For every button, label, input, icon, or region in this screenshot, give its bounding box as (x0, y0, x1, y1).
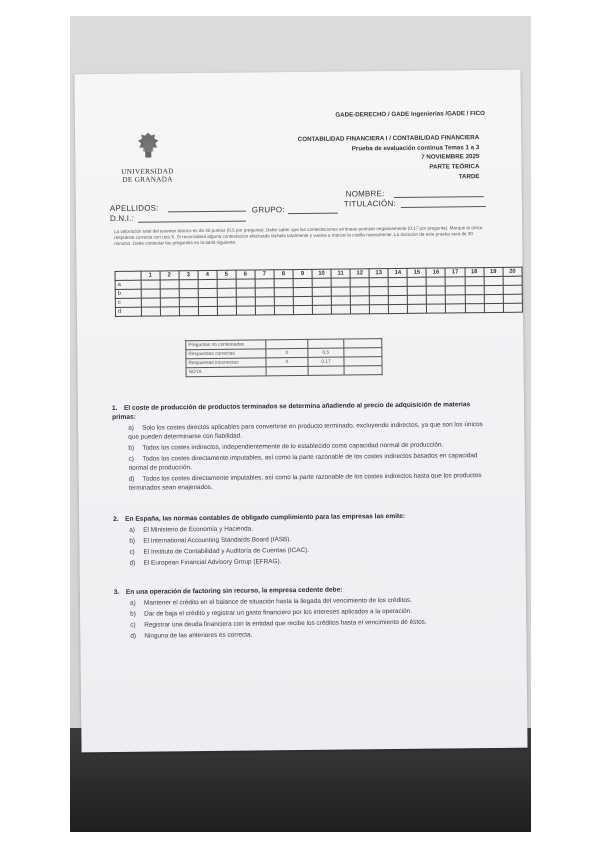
grid-question-number: 6 (236, 270, 255, 279)
option-text: El International Accounting Standards Board (IASB). (143, 536, 292, 545)
grid-answer-cell[interactable] (274, 279, 293, 288)
option-letter: b) (129, 537, 136, 545)
grid-answer-cell[interactable] (236, 297, 255, 306)
university-line-1: UNIVERSIDAD (121, 167, 174, 176)
question-number: 2. (113, 515, 119, 523)
grid-answer-cell[interactable] (255, 306, 274, 315)
question-statement: El coste de producción de productos terminados se determina añadiendo al precio de adquisición de materias primas: (112, 401, 471, 421)
grid-question-number: 19 (484, 267, 503, 276)
grid-answer-cell[interactable] (179, 289, 198, 298)
score-mark: X (266, 357, 308, 366)
option-letter: d) (129, 559, 136, 567)
grid-answer-cell[interactable] (217, 288, 236, 297)
score-mark (266, 366, 308, 375)
grid-answer-cell[interactable] (198, 279, 217, 288)
grid-answer-cell[interactable] (312, 305, 331, 314)
grid-question-number: 8 (274, 270, 293, 279)
grid-answer-cell[interactable] (370, 305, 389, 314)
score-label: NOTA (186, 367, 266, 377)
grid-answer-cell[interactable] (312, 296, 331, 305)
question-block (112, 400, 495, 493)
grid-answer-cell[interactable] (465, 295, 484, 304)
option-text: Registrar una deuda financiera con la entidad que recibe los créditos hasta el vencimiento de éstos. (144, 618, 427, 629)
grid-answer-cell[interactable] (274, 306, 293, 315)
grid-answer-cell[interactable] (255, 288, 274, 297)
grid-answer-cell[interactable] (217, 279, 236, 288)
grid-answer-cell[interactable] (141, 298, 160, 307)
grid-answer-cell[interactable] (160, 280, 179, 289)
apellidos-field[interactable] (168, 211, 246, 213)
grid-option-letter: a (115, 280, 141, 289)
option-text: Dar de baja el crédito y registrar un gasto financiero por los intereses aplicados a la operación. (144, 607, 413, 618)
answer-option (114, 628, 496, 641)
titulacion-field[interactable] (401, 206, 486, 208)
grid-answer-cell[interactable] (503, 303, 522, 312)
grid-answer-cell[interactable] (408, 286, 427, 295)
grid-answer-cell[interactable] (389, 304, 408, 313)
answer-option (112, 420, 494, 442)
grid-question-number: 9 (293, 269, 312, 278)
header-subject: CONTABILIDAD FINANCIERA I / CONTABILIDAD FINANCIERA (297, 134, 480, 144)
grid-answer-cell[interactable] (198, 306, 217, 315)
exam-sheet (74, 70, 527, 753)
grid-question-number: 4 (198, 270, 217, 279)
grid-answer-cell[interactable] (179, 307, 198, 316)
grid-answer-cell[interactable] (408, 295, 427, 304)
grid-answer-cell[interactable] (198, 288, 217, 297)
university-name (115, 167, 179, 184)
grid-answer-cell[interactable] (484, 276, 503, 285)
header-test: Prueba de evaluación continua Temas 1 a 3 (351, 144, 480, 153)
grid-answer-cell[interactable] (427, 295, 446, 304)
grid-question-number: 13 (369, 269, 388, 278)
score-value (308, 339, 344, 348)
grid-answer-cell[interactable] (198, 297, 217, 306)
score-result-cell[interactable] (344, 339, 382, 348)
option-text: Todos los costes directamente imputables, así como la parte razonable de los costes indirectos basados en capacidad normal de producción. (128, 452, 478, 472)
score-result-cell[interactable] (344, 348, 382, 357)
option-text: El Ministerio de Economía y Hacienda. (143, 525, 254, 534)
header-shift: TARDE (458, 173, 480, 181)
score-value: 0,17 (308, 357, 344, 366)
grid-answer-cell[interactable] (236, 279, 255, 288)
grid-answer-cell[interactable] (274, 288, 293, 297)
grid-question-number: 14 (388, 268, 407, 277)
instructions-text: La valoración total del examen teórico es de 30 puntos (0,5 por pregunta). Debe saber que las contestaciones erróneas puntúan negativamente (0,17 por pregunta). Marque la única respuesta correcta con una X. Si reconsidera alguna contestación efectuada táchela totalmente y vuelva a marcar la casilla nuevamente. La duración de este prueba será de 30 minutos. Debe contestar las preguntas en la tabla siguiente: (114, 225, 483, 246)
score-result-cell[interactable] (344, 357, 382, 366)
grid-answer-cell[interactable] (389, 295, 408, 304)
grupo-label: GRUPO: (251, 205, 285, 215)
grid-answer-cell[interactable] (331, 305, 350, 314)
grid-answer-cell[interactable] (465, 277, 484, 286)
photo-background (70, 16, 531, 832)
grid-answer-cell[interactable] (427, 277, 446, 286)
score-value: 0,5 (308, 348, 344, 357)
grid-answer-cell[interactable] (312, 278, 331, 287)
header-date: 7 NOVIEMBRE 2025 (421, 153, 480, 161)
grid-answer-cell[interactable] (369, 296, 388, 305)
grid-answer-cell[interactable] (369, 278, 388, 287)
grid-answer-cell[interactable] (255, 297, 274, 306)
score-value (308, 366, 344, 375)
score-row (186, 366, 382, 377)
answer-option (114, 555, 496, 568)
header-part: PARTE TEÓRICA (429, 163, 480, 171)
grid-answer-cell[interactable] (350, 278, 369, 287)
score-mark (266, 339, 308, 348)
option-text: El Instituto de Contabilidad y Auditoría de Cuentas (ICAC). (143, 546, 310, 556)
grid-answer-cell[interactable] (160, 298, 179, 307)
grid-answer-cell[interactable] (446, 304, 465, 313)
apellidos-label: APELLIDOS: (109, 203, 159, 213)
grid-question-number: 11 (331, 269, 350, 278)
option-text: Todos los costes indirectos, independientemente de lo establecido como capacidad normal de producción. (142, 441, 444, 452)
grid-answer-cell[interactable] (236, 288, 255, 297)
university-line-2: DE GRANADA (122, 175, 173, 184)
question-text (112, 400, 494, 422)
option-letter: c) (130, 621, 136, 629)
grid-question-number: 16 (426, 268, 445, 277)
score-label: Preguntas no contestadas (186, 340, 266, 350)
option-letter: c) (129, 548, 135, 556)
option-text: Solo los costes directos aplicables para convertirse en producto terminado, excluyendo indirectos, ya que son los únicos que pueden determinarse con fiabilidad. (128, 421, 483, 441)
grid-question-number: 5 (217, 270, 236, 279)
grid-question-number: 18 (465, 268, 484, 277)
option-text: Todos los costes directamente imputables, así como la parte razonable de los costes indirectos hasta que los productos terminados sean enajenados. (128, 472, 482, 492)
grid-answer-cell[interactable] (274, 297, 293, 306)
score-mark: X (266, 348, 308, 357)
option-letter: d) (130, 632, 137, 640)
grid-option-letter: d (115, 307, 141, 316)
grid-answer-cell[interactable] (293, 278, 312, 287)
grid-answer-cell[interactable] (350, 305, 369, 314)
grid-answer-cell[interactable] (331, 287, 350, 296)
answer-option (112, 451, 494, 473)
grid-answer-cell[interactable] (160, 307, 179, 316)
grid-answer-cell[interactable] (407, 277, 426, 286)
option-letter: a) (129, 599, 136, 607)
grid-corner-cell (115, 271, 141, 280)
question-number: 1. (111, 404, 118, 412)
option-letter: d) (128, 475, 135, 483)
question-number: 3. (113, 588, 120, 596)
grid-answer-cell[interactable] (446, 295, 465, 304)
grid-answer-cell[interactable] (141, 307, 160, 316)
grid-option-letter: b (115, 289, 141, 298)
grid-question-number: 7 (255, 270, 274, 279)
option-letter: a) (129, 526, 135, 534)
grid-answer-cell[interactable] (503, 285, 522, 294)
question-statement: En España, las normas contables de obligado cumplimiento para las empresas las emite: (125, 512, 406, 523)
nombre-label: NOMBRE: (345, 189, 385, 199)
grid-option-letter: c (115, 298, 141, 307)
question-block (114, 584, 497, 641)
grid-question-number: 15 (407, 268, 426, 277)
grid-answer-cell[interactable] (179, 298, 198, 307)
option-letter: c) (128, 455, 134, 463)
grid-answer-cell[interactable] (293, 287, 312, 296)
dni-field[interactable] (138, 221, 246, 223)
grid-answer-cell[interactable] (293, 296, 312, 305)
grid-answer-cell[interactable] (465, 286, 484, 295)
grid-answer-cell[interactable] (217, 297, 236, 306)
grid-answer-cell[interactable] (350, 287, 369, 296)
grid-answer-cell[interactable] (350, 296, 369, 305)
grid-answer-cell[interactable] (179, 280, 198, 289)
grid-question-number: 12 (350, 269, 369, 278)
university-crest-icon (135, 131, 161, 159)
answer-grid (115, 267, 523, 317)
option-text: El European Financial Advisory Group (EFRAG). (143, 558, 282, 567)
grid-answer-cell[interactable] (503, 294, 522, 303)
question-block (113, 511, 496, 568)
question-statement: En una operación de factoring sin recurso, la empresa cedente debe: (125, 586, 343, 596)
option-letter: b) (128, 444, 135, 452)
grid-question-number: 1 (141, 271, 160, 280)
grid-answer-cell[interactable] (446, 286, 465, 295)
grid-answer-cell[interactable] (160, 289, 179, 298)
score-label: Respuestas correctas (186, 349, 266, 359)
option-letter: a) (128, 424, 134, 432)
grid-answer-cell[interactable] (484, 303, 503, 312)
grid-answer-cell[interactable] (484, 294, 503, 303)
grid-answer-cell[interactable] (446, 277, 465, 286)
grid-question-number: 17 (445, 268, 464, 277)
grid-question-number: 2 (160, 271, 179, 280)
grid-answer-cell[interactable] (388, 277, 407, 286)
grid-answer-cell[interactable] (369, 287, 388, 296)
option-text: Ninguna de las anteriores es correcta. (144, 631, 253, 640)
grid-answer-cell[interactable] (503, 276, 522, 285)
option-letter: b) (130, 610, 136, 618)
titulacion-label: TITULACIÓN: (343, 198, 396, 209)
grid-answer-cell[interactable] (293, 305, 312, 314)
grid-answer-cell[interactable] (427, 304, 446, 313)
grid-answer-cell[interactable] (141, 289, 160, 298)
grid-answer-cell[interactable] (331, 278, 350, 287)
grid-answer-cell[interactable] (427, 286, 446, 295)
score-result-cell[interactable] (344, 366, 382, 375)
dni-label: D.N.I.: (109, 213, 135, 223)
grid-question-number: 10 (312, 269, 331, 278)
grid-answer-cell[interactable] (312, 287, 331, 296)
grid-answer-cell[interactable] (141, 280, 160, 289)
grid-answer-cell[interactable] (388, 286, 407, 295)
grid-answer-cell[interactable] (236, 306, 255, 315)
grid-question-number: 3 (179, 271, 198, 280)
questions-list (112, 400, 496, 641)
grid-answer-cell[interactable] (331, 296, 350, 305)
grid-answer-cell[interactable] (465, 304, 484, 313)
grid-answer-cell[interactable] (255, 279, 274, 288)
nombre-field[interactable] (394, 196, 484, 198)
grid-answer-cell[interactable] (484, 285, 503, 294)
grupo-field[interactable] (288, 213, 338, 215)
header-degree: GADE-DERECHO / GADE Ingenierías /GADE / FICO (335, 110, 485, 119)
grid-answer-cell[interactable] (408, 304, 427, 313)
grid-answer-cell[interactable] (217, 306, 236, 315)
grid-question-number: 20 (503, 267, 522, 276)
answer-option (113, 471, 495, 493)
score-label: Respuestas incorrectas (186, 358, 266, 368)
option-text: Mantener el crédito en el balance de situación hasta la llegada del vencimiento de los créditos. (143, 596, 412, 607)
score-table (185, 338, 382, 377)
